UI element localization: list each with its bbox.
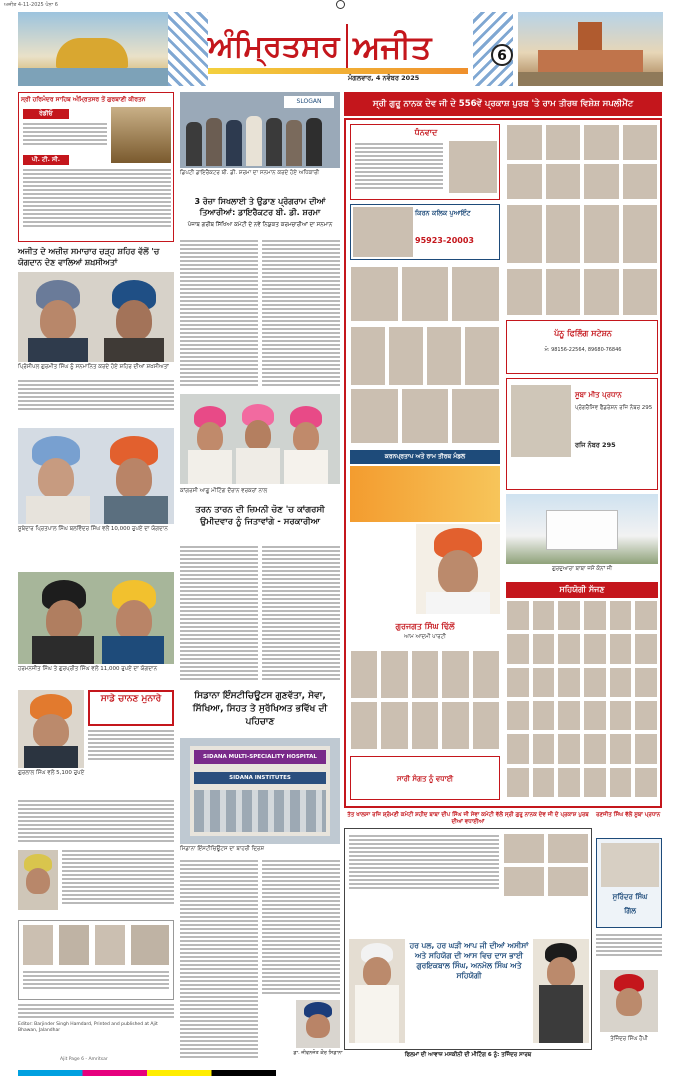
- congress-meeting-photo: [180, 394, 340, 484]
- footer-imprint: Editor: Barjinder Singh Hamdard, Printed and published at Ajit Bhawan, Jalandhar: [18, 1022, 158, 1033]
- training-article-text: [180, 240, 258, 388]
- top-print-strip: ਅਜੀਤ 4-11-2025 ਪੰਨਾ 6: [4, 2, 58, 8]
- shop-phone: 95923-20003: [415, 236, 474, 245]
- top-portraits-grid: [506, 124, 658, 200]
- dhanvad-text: [355, 143, 443, 191]
- candidates-grid-1: [350, 266, 500, 322]
- surinder-sub: ਗਿੱਲ: [624, 907, 636, 915]
- candidates-grid-4: [350, 388, 500, 444]
- leader-party: ਆਮ ਆਦਮੀ ਪਾਰਟੀ: [404, 634, 446, 640]
- candidates-grid-2: [506, 268, 658, 316]
- training-photo: [180, 92, 340, 168]
- contributors-heading: ਅਜੀਤ ਦੇ ਅਜ਼ੀਜ਼ ਸਮਾਚਾਰ ਚੜ੍ਹ ਸ਼ਹਿਰ ਵੱਲੋਂ 'ਚ ਯੋਗਦਾਨ ਦੇਣ ਵਾਲਿਆਂ ਸ਼ਖ਼ਸੀਅਤਾਂ: [18, 247, 160, 267]
- registration-badge: ਰਜਿ ਨੰਬਰ 295: [575, 441, 616, 449]
- left-article-text-2: [62, 850, 174, 906]
- chanan-photo: [18, 690, 84, 768]
- masthead: [18, 12, 663, 90]
- leader-name: ਗੁਰਜਗਤ ਸਿੰਘ ਢਿੱਲੋਂ: [395, 622, 455, 631]
- small-portrait-left: [18, 850, 58, 910]
- bjp-banner-photo: [350, 466, 500, 522]
- left-bottom-portraits: [18, 920, 174, 1000]
- golden-temple-photo: [18, 12, 168, 86]
- thanks-note: ਸਾਰੀ ਸੰਗਤ ਨੂੰ ਵਧਾਈ: [350, 756, 500, 800]
- masthead-stripe: [208, 68, 468, 74]
- institutes-sign: SIDANA INSTITUTES: [194, 772, 326, 784]
- sidana-caption: ਸਿਡਾਨਾ ਇੰਸਟੀਚਿਊਟਸ ਦਾ ਬਾਹਰੀ ਦ੍ਰਿਸ਼: [180, 846, 264, 852]
- ptc-tag: ਪੀ. ਟੀ. ਸੀ.: [23, 155, 69, 165]
- tat-khalsa-banner: ਤੱਤ ਖਾਲਸਾ ਰਜਿ ਸ਼੍ਰੋਮਣੀ ਕਮੇਟੀ ਸ਼ਹੀਦ ਬਾਬਾ ਦੀਪ ਸਿੰਘ ਜੀ ਸੇਵਾ ਕਮੇਟੀ ਵੱਲੋਂ ਸ੍ਰੀ ਗੁਰੂ ਨਾਨਕ ਦੇਵ ਜੀ ਦੇ ਪ੍ਰਕਾਸ਼ ਪੁਰਬ ਦੀਆਂ ਵਧਾਈਆਂ: [347, 812, 589, 825]
- contributors-photo-2: [18, 428, 174, 524]
- ranjit-box-title: ਰਣਜੀਤ ਸਿੰਘ ਵੱਲੋਂ ਸੂਬਾ ਪ੍ਰਧਾਨ: [596, 812, 661, 818]
- mid-portraits-grid-1: [506, 204, 658, 264]
- kirtan-title: ਸ੍ਰੀ ਹਰਿਮੰਦਰ ਸਾਹਿਬ ਅੰਮ੍ਰਿਤਸਰ ਤੋਂ ਗੁਰਬਾਣੀ ਕੀਰਤਨ: [21, 96, 146, 103]
- kirtan-text-1: [23, 123, 107, 147]
- sidana-article-text-2: [262, 860, 340, 996]
- gurudwara-caption: ਗੁਰਦੁਆਰਾ ਬਾਬਾ ਜਸੋਂ ਕੋਨਾਂ ਜੀ: [551, 566, 613, 572]
- gurudwara-photo: [506, 494, 658, 564]
- shop-name: ਕਿਰਨ ਕਲਿਕ ਪੁਆਇੰਟ: [415, 209, 471, 217]
- sidana-doctor-caption: ਡਾ. ਜੀਵਨਜੋਤ ਕੌਰ ਸਿਡਾਨਾ: [293, 1050, 343, 1056]
- sidana-article-text: [180, 860, 258, 1060]
- tat-khalsa-text: [349, 835, 499, 891]
- tat-khalsa-box: [344, 828, 592, 1050]
- surinder-card: [596, 838, 662, 928]
- hospital-sign: SIDANA MULTI-SPECIALITY HOSPITAL: [194, 750, 326, 764]
- kirtan-text-2: [23, 169, 171, 229]
- dhanvad-box: [350, 124, 500, 200]
- federation-card: [506, 378, 658, 490]
- congress-article-text-2: [262, 546, 340, 682]
- dhanvad-title: ਧੰਨਵਾਦ: [414, 128, 438, 137]
- headline-training: 3 ਰੋਜ਼ਾ ਸਿਖਲਾਈ ਤੇ ਉਡਾਣ ਪ੍ਰੋਗਰਾਮ ਦੀਆਂ ਤਿਆਰੀਆਂ: ਡਾਇਰੈਕਟਰ ਬੀ. ਡੀ. ਸ਼ਰਮਾ: [194, 197, 326, 217]
- masthead-date: ਮੰਗਲਵਾਰ, 4 ਨਵੰਬਰ 2025: [348, 74, 420, 82]
- gurikbal-photo-right: [533, 939, 589, 1043]
- lower-left-portraits: [350, 650, 500, 750]
- sahyogi-portraits: [506, 600, 658, 798]
- congress-photo-caption: ਕਾਂਗਰਸੀ ਆਗੂ ਮੀਟਿੰਗ ਦੌਰਾਨ ਵਰਕਰਾਂ ਨਾਲ: [180, 488, 268, 494]
- petrol-station-box: [506, 320, 658, 374]
- headline-congress: ਤਰਨ ਤਾਰਨ ਦੀ ਜ਼ਿਮਨੀ ਚੋਣ 'ਚ ਕਾਂਗਰਸੀ ਉਮੀਦਵਾਰ ਨੂੰ ਜਿਤਾਵਾਂਗੇ - ਸਰਕਾਰੀਆ: [195, 505, 325, 527]
- federation-title: ਸੂਬਾ ਮੀਤ ਪ੍ਰਧਾਨ: [575, 391, 622, 399]
- chanan-text-1: [88, 730, 174, 762]
- photo-shop-box: [350, 204, 500, 260]
- congress-article-text: [180, 546, 258, 682]
- kirtan-photo: [111, 107, 171, 163]
- chanan-munare-badge: [88, 690, 174, 726]
- headline-sidana: ਸਿਡਾਨਾ ਇੰਸਟੀਚਿਊਟਸ ਗੁਣਵੱਤਾ, ਸੇਵਾ, ਸਿੱਖਿਆ, ਸਿਹਤ ਤੇ ਸੁਰੱਖਿਅਤ ਭਵਿੱਖ ਦੀ ਪਹਿਚਾਣ: [192, 691, 328, 727]
- right-short-text: [596, 934, 662, 958]
- training-photo-caption: ਡਿਪਟੀ ਡਾਇਰੈਕਟਰ ਬੀ. ਡੀ. ਸ਼ਰਮਾ ਦਾ ਸਨਮਾਨ ਕਰਦੇ ਹੋਏ ਅਧਿਕਾਰੀ: [180, 170, 320, 176]
- surinder-name: ਸੁਰਿੰਦਰ ਸਿੰਘ: [612, 893, 648, 901]
- candidates-grid-3: [350, 326, 500, 386]
- print-registration-bar: [18, 1070, 663, 1076]
- contributors-caption-2: ਸੂਬੇਦਾਰ ਪ੍ਰਿਤਪਾਲ ਸਿੰਘ ਬਲਵਿੰਦਰ ਸਿੰਘ ਵਲੋਂ 10,000 ਰੁਪਏ ਦਾ ਯੋਗਦਾਨ: [18, 526, 168, 532]
- gurikbal-message: ਹਰ ਪਲ, ਹਰ ਘੜੀ ਆਪ ਜੀ ਦੀਆਂ ਅਸੀਸਾਂ ਅਤੇ ਸਹਿਯੋਗ ਦੀ ਆਸ ਵਿਚ ਦਾਸ ਭਾਈ ਗੁਰਇਕਬਾਲ ਸਿੰਘ, ਅਨਮੋਲ ਸਿੰਘ ਅਤੇ ਸਹਿਯੋਗੀ: [409, 941, 529, 980]
- contributors-caption-3: ਹਰਮਨਜੀਤ ਸਿੰਘ ਤੇ ਗੁਰਪ੍ਰੀਤ ਸਿੰਘ ਵਲੋਂ 11,000 ਰੁਪਏ ਦਾ ਯੋਗਦਾਨ: [18, 666, 158, 672]
- training-article-text-2: [262, 240, 340, 388]
- kirtan-schedule-box: [18, 92, 174, 242]
- durgiana-temple-photo: [518, 12, 663, 86]
- left-article-text: [18, 800, 174, 844]
- federation-detail: ਪ੍ਰੋਗਰੈਸਿਵ ਫੈਡਰੇਸ਼ਨ ਰਜਿ ਨੰਬਰ 295: [575, 405, 653, 411]
- page-marker: Ajit Page 6 - Amritsar: [60, 1057, 108, 1062]
- masthead-title: ਅੰਮ੍ਰਿਤਸਰ: [208, 29, 340, 64]
- petrol-station-contact: ਮੋ: 98156-22564, 89680-76846: [544, 347, 622, 353]
- supplement-header: ਸ੍ਰੀ ਗੁਰੂ ਨਾਨਕ ਦੇਵ ਜੀ ਦੇ 556ਵੇਂ ਪ੍ਰਕਾਸ਼ ਪੁਰਬ 'ਤੇ ਰਾਮ ਤੀਰਥ ਵਿਸ਼ੇਸ਼ ਸਪਲੀਮੈਂਟ: [344, 92, 662, 116]
- sidana-hospital-photo: [180, 738, 340, 844]
- film-meeting-note: ਫਿਲਮਾਂ ਦੀ ਆਵਾਜ਼ ਮਸਕੀਨੀ ਦੀ ਮੀਟਿੰਗ 6 ਨੂੰ: ਤਜਿੰਦਰ ਸਾਰਥ: [404, 1052, 532, 1058]
- tejinder-caption: ਤੇਜਿੰਦਰ ਸਿੰਘ ਹੈਪੀ: [610, 1036, 648, 1042]
- masthead-pattern: [168, 12, 208, 86]
- left-bottom-text: [18, 1004, 174, 1020]
- leader-photo: [416, 524, 500, 614]
- slogan-board: SLOGAN: [284, 96, 334, 108]
- tejinder-photo: [600, 970, 658, 1032]
- crop-mark-icon: [336, 0, 345, 9]
- petrol-station-name: ਪੱਨੂ ਫਿਲਿੰਗ ਸਟੇਸ਼ਨ: [554, 329, 612, 338]
- gurikbal-photo-left: [349, 939, 405, 1043]
- subhead-training: ਪੰਜਾਬ ਗਰੀਬ ਸਿੱਖਿਆ ਕਮੇਟੀ ਦੇ ਨਵੇਂ ਨਿਯੁਕਤ ਕਰਮਚਾਰੀਆਂ ਦਾ ਸਨਮਾਨ: [187, 222, 333, 228]
- candidates-banner: ਕਰਨਪ੍ਰਤਾਪ ਅਤੇ ਰਾਮ ਤੀਰਥ ਮੰਡਲ: [350, 450, 500, 464]
- masthead-ajit: ਅਜੀਤ: [353, 28, 432, 66]
- sahyogi-header: ਸਹਿਯੋਗੀ ਸੱਜਣ: [506, 582, 658, 598]
- radio-tag: ਰੇਡੀਓ: [23, 109, 69, 119]
- page-number-badge: 6: [491, 44, 513, 66]
- chanan-munare-title: ਸਾਡੇ ਚਾਨਣ ਮੁਨਾਰੇ: [100, 694, 162, 704]
- contributors-caption-1: ਪ੍ਰਿੰਸੀਪਲ ਗੁਰਮੀਤ ਸਿੰਘ ਨੂੰ ਸਨਮਾਨਿਤ ਕਰਦੇ ਹੋਏ ਸ਼ਹਿਰ ਦੀਆਂ ਸ਼ਖ਼ਸੀਅਤਾਂ: [18, 364, 169, 370]
- contributors-photo-1: [18, 272, 174, 362]
- sidana-doctor-photo: [296, 1000, 340, 1048]
- supplement-panel: [344, 118, 662, 808]
- contributors-caption-4: ਗੁਰਲਾਲ ਸਿੰਘ ਵਲੋਂ 5,100 ਰੁਪਏ: [18, 770, 85, 776]
- contributors-photo-3: [18, 572, 174, 664]
- contributors-text-1: [18, 380, 174, 412]
- tat-khalsa-portraits: [503, 833, 589, 897]
- masthead-divider: [346, 24, 348, 70]
